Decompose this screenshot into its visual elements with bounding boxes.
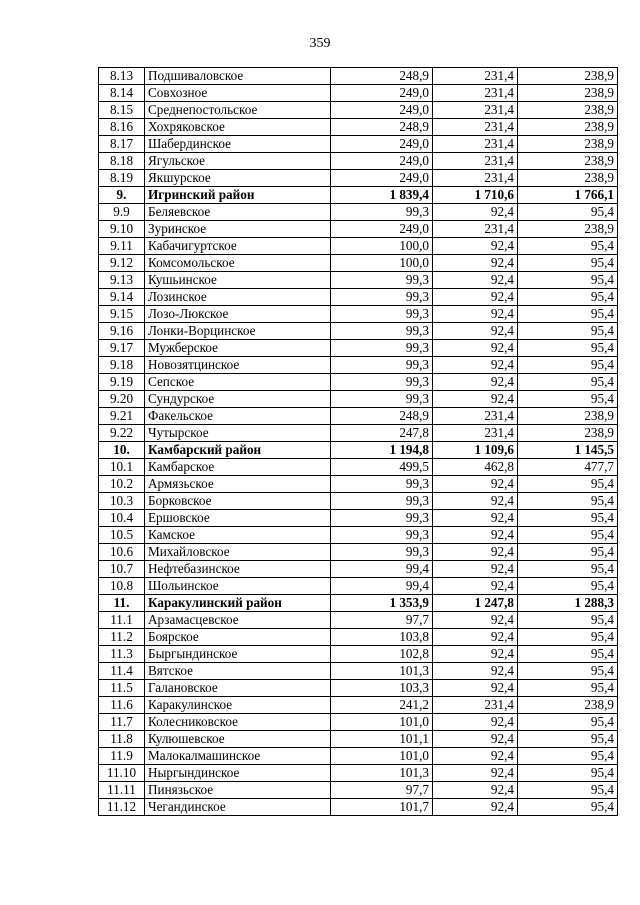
table-row xyxy=(99,629,618,646)
value-cell-1: 99,3 xyxy=(331,510,433,527)
value-cell-1: 99,3 xyxy=(331,357,433,374)
value-cell-2: 92,4 xyxy=(433,476,518,493)
settlement-name-cell: Борковское xyxy=(145,493,331,510)
row-number-cell: 10.8 xyxy=(99,578,145,595)
value-cell-3: 238,9 xyxy=(518,170,618,187)
page-number: 359 xyxy=(309,36,331,51)
settlement-name-cell: Галановское xyxy=(145,680,331,697)
row-number-cell: 11.4 xyxy=(99,663,145,680)
value-cell-2: 92,4 xyxy=(433,765,518,782)
value-cell-1: 101,7 xyxy=(331,799,433,816)
value-cell-2: 92,4 xyxy=(433,578,518,595)
value-cell-1: 101,0 xyxy=(331,748,433,765)
settlement-name-cell: Шольинское xyxy=(145,578,331,595)
table-row xyxy=(99,102,618,119)
table-row xyxy=(99,510,618,527)
value-cell-2: 231,4 xyxy=(433,697,518,714)
value-cell-2: 92,4 xyxy=(433,680,518,697)
settlement-name-cell: Лозинское xyxy=(145,289,331,306)
settlement-name-cell: Кушьинское xyxy=(145,272,331,289)
table-row xyxy=(99,68,618,85)
row-number-cell: 9.9 xyxy=(99,204,145,221)
table-row xyxy=(99,527,618,544)
value-cell-1: 99,3 xyxy=(331,323,433,340)
value-cell-1: 249,0 xyxy=(331,85,433,102)
value-cell-1: 99,3 xyxy=(331,493,433,510)
table-row xyxy=(99,493,618,510)
value-cell-3: 1 766,1 xyxy=(518,187,618,204)
value-cell-3: 95,4 xyxy=(518,374,618,391)
value-cell-3: 95,4 xyxy=(518,765,618,782)
table-row xyxy=(99,612,618,629)
settlement-name-cell: Михайловское xyxy=(145,544,331,561)
row-number-cell: 9.11 xyxy=(99,238,145,255)
settlement-name-cell: Быргындинское xyxy=(145,646,331,663)
settlement-name-cell: Кулюшевское xyxy=(145,731,331,748)
row-number-cell: 9.17 xyxy=(99,340,145,357)
row-number-cell: 11.6 xyxy=(99,697,145,714)
settlement-name-cell: Кабачигуртское xyxy=(145,238,331,255)
settlement-name-cell: Сундурское xyxy=(145,391,331,408)
value-cell-3: 95,4 xyxy=(518,748,618,765)
settlement-name-cell: Чегандинское xyxy=(145,799,331,816)
value-cell-2: 92,4 xyxy=(433,663,518,680)
row-number-cell: 9.14 xyxy=(99,289,145,306)
value-cell-3: 95,4 xyxy=(518,391,618,408)
table-row xyxy=(99,663,618,680)
table-row xyxy=(99,374,618,391)
value-cell-1: 99,3 xyxy=(331,544,433,561)
table-row xyxy=(99,765,618,782)
value-cell-3: 95,4 xyxy=(518,663,618,680)
value-cell-1: 101,1 xyxy=(331,731,433,748)
value-cell-3: 95,4 xyxy=(518,578,618,595)
row-number-cell: 9.16 xyxy=(99,323,145,340)
row-number-cell: 8.17 xyxy=(99,136,145,153)
settlement-name-cell: Игринский район xyxy=(145,187,331,204)
row-number-cell: 8.14 xyxy=(99,85,145,102)
table-row xyxy=(99,714,618,731)
row-number-cell: 11.10 xyxy=(99,765,145,782)
value-cell-2: 92,4 xyxy=(433,527,518,544)
value-cell-3: 95,4 xyxy=(518,680,618,697)
value-cell-3: 238,9 xyxy=(518,85,618,102)
value-cell-1: 99,3 xyxy=(331,527,433,544)
value-cell-2: 92,4 xyxy=(433,510,518,527)
value-cell-1: 99,3 xyxy=(331,204,433,221)
value-cell-1: 249,0 xyxy=(331,170,433,187)
value-cell-2: 92,4 xyxy=(433,646,518,663)
row-number-cell: 9.12 xyxy=(99,255,145,272)
settlement-name-cell: Мужберское xyxy=(145,340,331,357)
table-row xyxy=(99,544,618,561)
value-cell-2: 92,4 xyxy=(433,391,518,408)
value-cell-3: 238,9 xyxy=(518,102,618,119)
settlement-name-cell: Среднепостольское xyxy=(145,102,331,119)
settlement-name-cell: Арзамасцевское xyxy=(145,612,331,629)
value-cell-2: 92,4 xyxy=(433,748,518,765)
value-cell-2: 231,4 xyxy=(433,68,518,85)
row-number-cell: 10.2 xyxy=(99,476,145,493)
value-cell-2: 92,4 xyxy=(433,714,518,731)
value-cell-1: 97,7 xyxy=(331,612,433,629)
row-number-cell: 9.10 xyxy=(99,221,145,238)
settlement-name-cell: Факельское xyxy=(145,408,331,425)
value-cell-3: 95,4 xyxy=(518,799,618,816)
value-cell-2: 92,4 xyxy=(433,612,518,629)
value-cell-1: 102,8 xyxy=(331,646,433,663)
settlement-name-cell: Ершовское xyxy=(145,510,331,527)
value-cell-1: 1 353,9 xyxy=(331,595,433,612)
row-number-cell: 11.1 xyxy=(99,612,145,629)
row-number-cell: 8.19 xyxy=(99,170,145,187)
table-row xyxy=(99,119,618,136)
row-number-cell: 11.12 xyxy=(99,799,145,816)
row-number-cell: 9.18 xyxy=(99,357,145,374)
value-cell-3: 95,4 xyxy=(518,544,618,561)
table-row xyxy=(99,680,618,697)
value-cell-1: 99,4 xyxy=(331,578,433,595)
settlement-name-cell: Подшиваловское xyxy=(145,68,331,85)
value-cell-1: 99,3 xyxy=(331,272,433,289)
table-row xyxy=(99,170,618,187)
value-cell-2: 92,4 xyxy=(433,306,518,323)
value-cell-1: 101,0 xyxy=(331,714,433,731)
value-cell-2: 92,4 xyxy=(433,731,518,748)
table-row xyxy=(99,289,618,306)
settlement-name-cell: Вятское xyxy=(145,663,331,680)
value-cell-1: 249,0 xyxy=(331,102,433,119)
table-row xyxy=(99,425,618,442)
value-cell-1: 99,3 xyxy=(331,289,433,306)
settlement-name-cell: Зуринское xyxy=(145,221,331,238)
table-row xyxy=(99,578,618,595)
value-cell-1: 101,3 xyxy=(331,663,433,680)
value-cell-2: 92,4 xyxy=(433,629,518,646)
settlement-name-cell: Боярское xyxy=(145,629,331,646)
row-number-cell: 9.20 xyxy=(99,391,145,408)
row-number-cell: 8.15 xyxy=(99,102,145,119)
value-cell-1: 248,9 xyxy=(331,119,433,136)
table-row xyxy=(99,221,618,238)
settlement-name-cell: Хохряковское xyxy=(145,119,331,136)
value-cell-3: 95,4 xyxy=(518,714,618,731)
table-row xyxy=(99,306,618,323)
value-cell-2: 92,4 xyxy=(433,544,518,561)
settlement-name-cell: Армязьское xyxy=(145,476,331,493)
value-cell-1: 97,7 xyxy=(331,782,433,799)
value-cell-2: 231,4 xyxy=(433,170,518,187)
value-cell-3: 95,4 xyxy=(518,731,618,748)
row-number-cell: 11.7 xyxy=(99,714,145,731)
value-cell-2: 92,4 xyxy=(433,357,518,374)
value-cell-3: 238,9 xyxy=(518,697,618,714)
value-cell-1: 249,0 xyxy=(331,136,433,153)
row-number-cell: 10.5 xyxy=(99,527,145,544)
value-cell-2: 231,4 xyxy=(433,85,518,102)
table-row xyxy=(99,782,618,799)
row-number-cell: 11. xyxy=(99,595,145,612)
settlement-name-cell: Камское xyxy=(145,527,331,544)
value-cell-1: 101,3 xyxy=(331,765,433,782)
settlement-name-cell: Совхозное xyxy=(145,85,331,102)
value-cell-2: 92,4 xyxy=(433,238,518,255)
value-cell-3: 95,4 xyxy=(518,612,618,629)
value-cell-2: 231,4 xyxy=(433,136,518,153)
settlement-name-cell: Сепское xyxy=(145,374,331,391)
table-row xyxy=(99,748,618,765)
value-cell-3: 95,4 xyxy=(518,357,618,374)
settlement-name-cell: Каракулинское xyxy=(145,697,331,714)
row-number-cell: 11.3 xyxy=(99,646,145,663)
value-cell-3: 238,9 xyxy=(518,119,618,136)
value-cell-3: 95,4 xyxy=(518,476,618,493)
table-row xyxy=(99,272,618,289)
value-cell-1: 1 839,4 xyxy=(331,187,433,204)
value-cell-3: 238,9 xyxy=(518,221,618,238)
value-cell-3: 95,4 xyxy=(518,306,618,323)
value-cell-2: 231,4 xyxy=(433,408,518,425)
row-number-cell: 8.16 xyxy=(99,119,145,136)
value-cell-3: 95,4 xyxy=(518,340,618,357)
row-number-cell: 10.4 xyxy=(99,510,145,527)
value-cell-3: 95,4 xyxy=(518,561,618,578)
value-cell-1: 103,8 xyxy=(331,629,433,646)
settlement-name-cell: Чутырское xyxy=(145,425,331,442)
district-row xyxy=(99,595,618,612)
value-cell-1: 249,0 xyxy=(331,221,433,238)
settlement-name-cell: Камбарский район xyxy=(145,442,331,459)
value-cell-3: 95,4 xyxy=(518,646,618,663)
table-row xyxy=(99,340,618,357)
value-cell-3: 477,7 xyxy=(518,459,618,476)
value-cell-3: 238,9 xyxy=(518,68,618,85)
row-number-cell: 10.1 xyxy=(99,459,145,476)
row-number-cell: 10. xyxy=(99,442,145,459)
value-cell-2: 92,4 xyxy=(433,493,518,510)
settlement-name-cell: Беляевское xyxy=(145,204,331,221)
value-cell-3: 238,9 xyxy=(518,408,618,425)
value-cell-2: 92,4 xyxy=(433,782,518,799)
value-cell-1: 99,3 xyxy=(331,476,433,493)
value-cell-1: 247,8 xyxy=(331,425,433,442)
table-row xyxy=(99,323,618,340)
table-row xyxy=(99,459,618,476)
value-cell-1: 99,4 xyxy=(331,561,433,578)
value-cell-2: 231,4 xyxy=(433,153,518,170)
value-cell-1: 249,0 xyxy=(331,153,433,170)
settlement-name-cell: Пинязьское xyxy=(145,782,331,799)
value-cell-3: 238,9 xyxy=(518,425,618,442)
table-row xyxy=(99,731,618,748)
value-cell-2: 92,4 xyxy=(433,561,518,578)
row-number-cell: 9.22 xyxy=(99,425,145,442)
row-number-cell: 11.9 xyxy=(99,748,145,765)
settlement-name-cell: Лонки-Ворцинское xyxy=(145,323,331,340)
settlement-name-cell: Комсомольское xyxy=(145,255,331,272)
value-cell-1: 99,3 xyxy=(331,391,433,408)
table-row xyxy=(99,476,618,493)
table-row xyxy=(99,561,618,578)
value-cell-3: 95,4 xyxy=(518,272,618,289)
value-cell-2: 92,4 xyxy=(433,799,518,816)
settlement-name-cell: Колесниковское xyxy=(145,714,331,731)
value-cell-3: 95,4 xyxy=(518,493,618,510)
value-cell-3: 95,4 xyxy=(518,255,618,272)
district-row xyxy=(99,442,618,459)
table-row xyxy=(99,238,618,255)
value-cell-2: 92,4 xyxy=(433,255,518,272)
table-row xyxy=(99,646,618,663)
table-row xyxy=(99,153,618,170)
value-cell-2: 92,4 xyxy=(433,340,518,357)
value-cell-1: 248,9 xyxy=(331,408,433,425)
value-cell-3: 238,9 xyxy=(518,153,618,170)
value-cell-2: 92,4 xyxy=(433,272,518,289)
value-cell-3: 95,4 xyxy=(518,289,618,306)
value-cell-1: 100,0 xyxy=(331,238,433,255)
value-cell-1: 241,2 xyxy=(331,697,433,714)
row-number-cell: 9.15 xyxy=(99,306,145,323)
value-cell-3: 95,4 xyxy=(518,527,618,544)
row-number-cell: 9.21 xyxy=(99,408,145,425)
value-cell-3: 95,4 xyxy=(518,510,618,527)
value-cell-1: 99,3 xyxy=(331,340,433,357)
table-row xyxy=(99,697,618,714)
row-number-cell: 11.5 xyxy=(99,680,145,697)
value-cell-1: 99,3 xyxy=(331,306,433,323)
value-cell-2: 462,8 xyxy=(433,459,518,476)
value-cell-3: 1 145,5 xyxy=(518,442,618,459)
table-row xyxy=(99,255,618,272)
value-cell-1: 1 194,8 xyxy=(331,442,433,459)
row-number-cell: 10.3 xyxy=(99,493,145,510)
row-number-cell: 11.11 xyxy=(99,782,145,799)
value-cell-2: 231,4 xyxy=(433,425,518,442)
value-cell-2: 231,4 xyxy=(433,119,518,136)
row-number-cell: 11.2 xyxy=(99,629,145,646)
value-cell-2: 92,4 xyxy=(433,323,518,340)
value-cell-2: 231,4 xyxy=(433,102,518,119)
value-cell-1: 103,3 xyxy=(331,680,433,697)
value-cell-2: 1 710,6 xyxy=(433,187,518,204)
row-number-cell: 11.8 xyxy=(99,731,145,748)
row-number-cell: 9.19 xyxy=(99,374,145,391)
table-row xyxy=(99,136,618,153)
row-number-cell: 10.7 xyxy=(99,561,145,578)
row-number-cell: 8.13 xyxy=(99,68,145,85)
value-cell-1: 499,5 xyxy=(331,459,433,476)
value-cell-2: 231,4 xyxy=(433,221,518,238)
settlement-name-cell: Малокалмашинское xyxy=(145,748,331,765)
value-cell-2: 92,4 xyxy=(433,374,518,391)
row-number-cell: 9.13 xyxy=(99,272,145,289)
row-number-cell: 10.6 xyxy=(99,544,145,561)
table-row xyxy=(99,204,618,221)
table-row xyxy=(99,357,618,374)
settlement-name-cell: Камбарское xyxy=(145,459,331,476)
settlement-name-cell: Шабердинское xyxy=(145,136,331,153)
value-cell-3: 95,4 xyxy=(518,629,618,646)
value-cell-1: 99,3 xyxy=(331,374,433,391)
settlement-name-cell: Новозятцинское xyxy=(145,357,331,374)
settlement-name-cell: Лозо-Люкское xyxy=(145,306,331,323)
settlement-name-cell: Ныргындинское xyxy=(145,765,331,782)
value-cell-3: 95,4 xyxy=(518,238,618,255)
value-cell-1: 100,0 xyxy=(331,255,433,272)
value-cell-2: 1 109,6 xyxy=(433,442,518,459)
settlement-name-cell: Якшурское xyxy=(145,170,331,187)
settlement-name-cell: Каракулинский район xyxy=(145,595,331,612)
table-row xyxy=(99,85,618,102)
settlement-name-cell: Нефтебазинское xyxy=(145,561,331,578)
value-cell-2: 92,4 xyxy=(433,204,518,221)
table-row xyxy=(99,799,618,816)
district-row xyxy=(99,187,618,204)
value-cell-3: 95,4 xyxy=(518,204,618,221)
table-row xyxy=(99,391,618,408)
value-cell-2: 1 247,8 xyxy=(433,595,518,612)
table-body xyxy=(99,68,618,816)
value-cell-3: 238,9 xyxy=(518,136,618,153)
settlement-name-cell: Ягульское xyxy=(145,153,331,170)
budget-table xyxy=(98,67,618,816)
row-number-cell: 8.18 xyxy=(99,153,145,170)
value-cell-2: 92,4 xyxy=(433,289,518,306)
table-row xyxy=(99,408,618,425)
value-cell-3: 95,4 xyxy=(518,323,618,340)
row-number-cell: 9. xyxy=(99,187,145,204)
value-cell-3: 95,4 xyxy=(518,782,618,799)
value-cell-3: 1 288,3 xyxy=(518,595,618,612)
value-cell-1: 248,9 xyxy=(331,68,433,85)
